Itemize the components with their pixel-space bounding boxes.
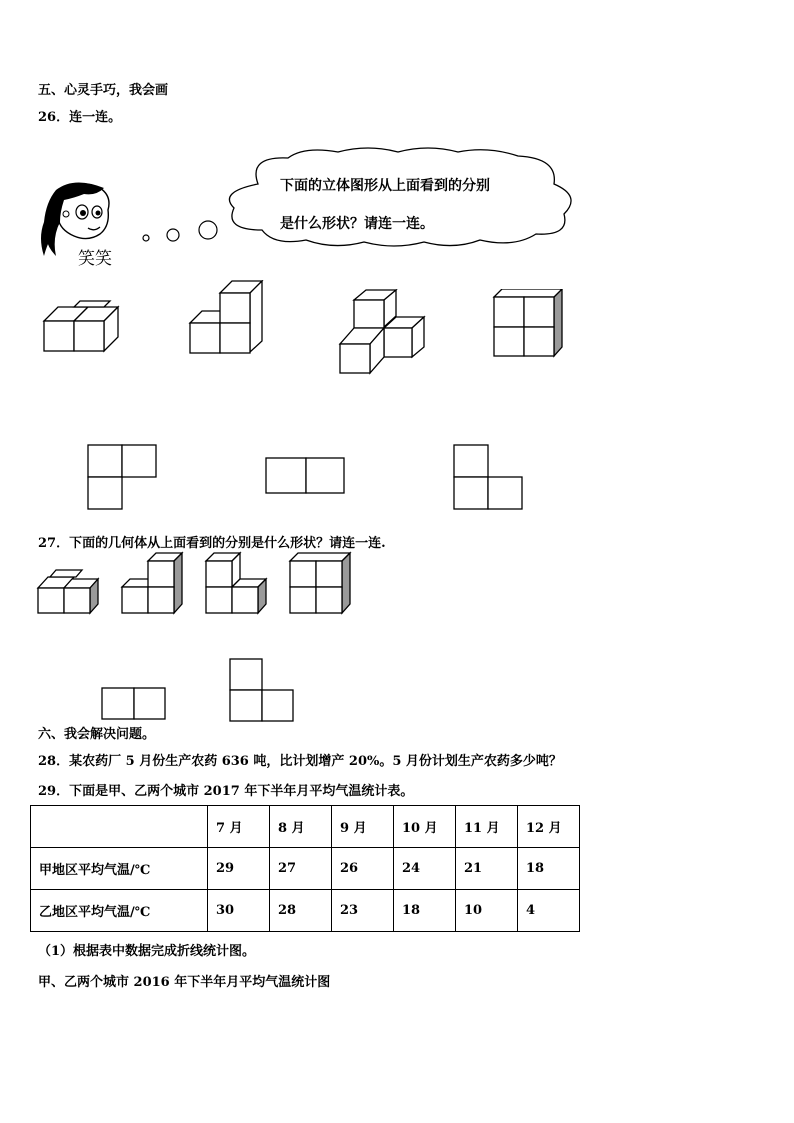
bubble-text-line2: 是什么形状？请连一连。 [280, 216, 434, 232]
table-row [31, 848, 580, 890]
table-cell: 10 [456, 890, 518, 932]
table-cell: 4 [518, 890, 580, 932]
character-name: 笑笑 [78, 249, 112, 268]
q26-solid-1 [40, 294, 130, 356]
section6-heading: 六、我会解决问题。 [38, 727, 156, 742]
q27-label: 27．下面的几何体从上面看到的分别是什么形状？请连一连. [38, 536, 386, 551]
q27-top-view-2 [228, 657, 296, 723]
girl-character-illustration [38, 178, 136, 268]
q26-top-view-1 [86, 444, 158, 510]
bubble-text-line1: 下面的立体图形从上面看到的分别 [280, 178, 490, 194]
q27-solid-4 [288, 551, 354, 616]
q26-top-view-3 [452, 444, 526, 510]
q26-solid-2 [188, 280, 268, 354]
q26-solid-3 [338, 289, 430, 375]
table-cell: 18 [394, 890, 456, 932]
table-header-row [31, 806, 580, 848]
table-header-cell: 8 月 [270, 806, 332, 848]
q27-solid-1 [36, 568, 102, 616]
thought-bubble-dots [138, 218, 222, 248]
table-cell: 23 [332, 890, 394, 932]
q29-text: 29．下面是甲、乙两个城市 2017 年下半年月平均气温统计表。 [38, 784, 414, 799]
table-cell: 30 [208, 890, 270, 932]
q27-solid-2 [120, 551, 186, 616]
table-header-cell: 11 月 [456, 806, 518, 848]
temperature-table [30, 805, 580, 932]
table-cell: 乙地区平均气温/℃ [31, 890, 208, 932]
table-row [31, 890, 580, 932]
table-cell: 21 [456, 848, 518, 890]
section5-heading: 五、心灵手巧，我会画 [38, 83, 169, 98]
table-cell: 27 [270, 848, 332, 890]
table-cell: 24 [394, 848, 456, 890]
table-header-cell: 7 月 [208, 806, 270, 848]
q27-top-view-1 [100, 686, 168, 722]
table-cell: 26 [332, 848, 394, 890]
table-header-cell [31, 806, 208, 848]
q26-top-view-2 [264, 456, 348, 496]
q28-text: 28．某农药厂 5 月份生产农药 636 吨，比计划增产 20%。5 月份计划生产农药多少吨？ [38, 754, 562, 769]
q27-solid-3 [204, 551, 270, 616]
table-header-cell: 9 月 [332, 806, 394, 848]
chart-title: 甲、乙两个城市 2016 年下半年月平均气温统计图 [38, 975, 331, 990]
table-cell: 18 [518, 848, 580, 890]
q29-sub1: （1）根据表中数据完成折线统计图。 [38, 944, 256, 959]
q26-label: 26．连一连。 [38, 110, 122, 125]
table-header-cell: 12 月 [518, 806, 580, 848]
table-header-cell: 10 月 [394, 806, 456, 848]
table-cell: 甲地区平均气温/℃ [31, 848, 208, 890]
thought-bubble-cloud [218, 144, 582, 252]
table-cell: 29 [208, 848, 270, 890]
q26-solid-4 [490, 289, 570, 359]
table-cell: 28 [270, 890, 332, 932]
